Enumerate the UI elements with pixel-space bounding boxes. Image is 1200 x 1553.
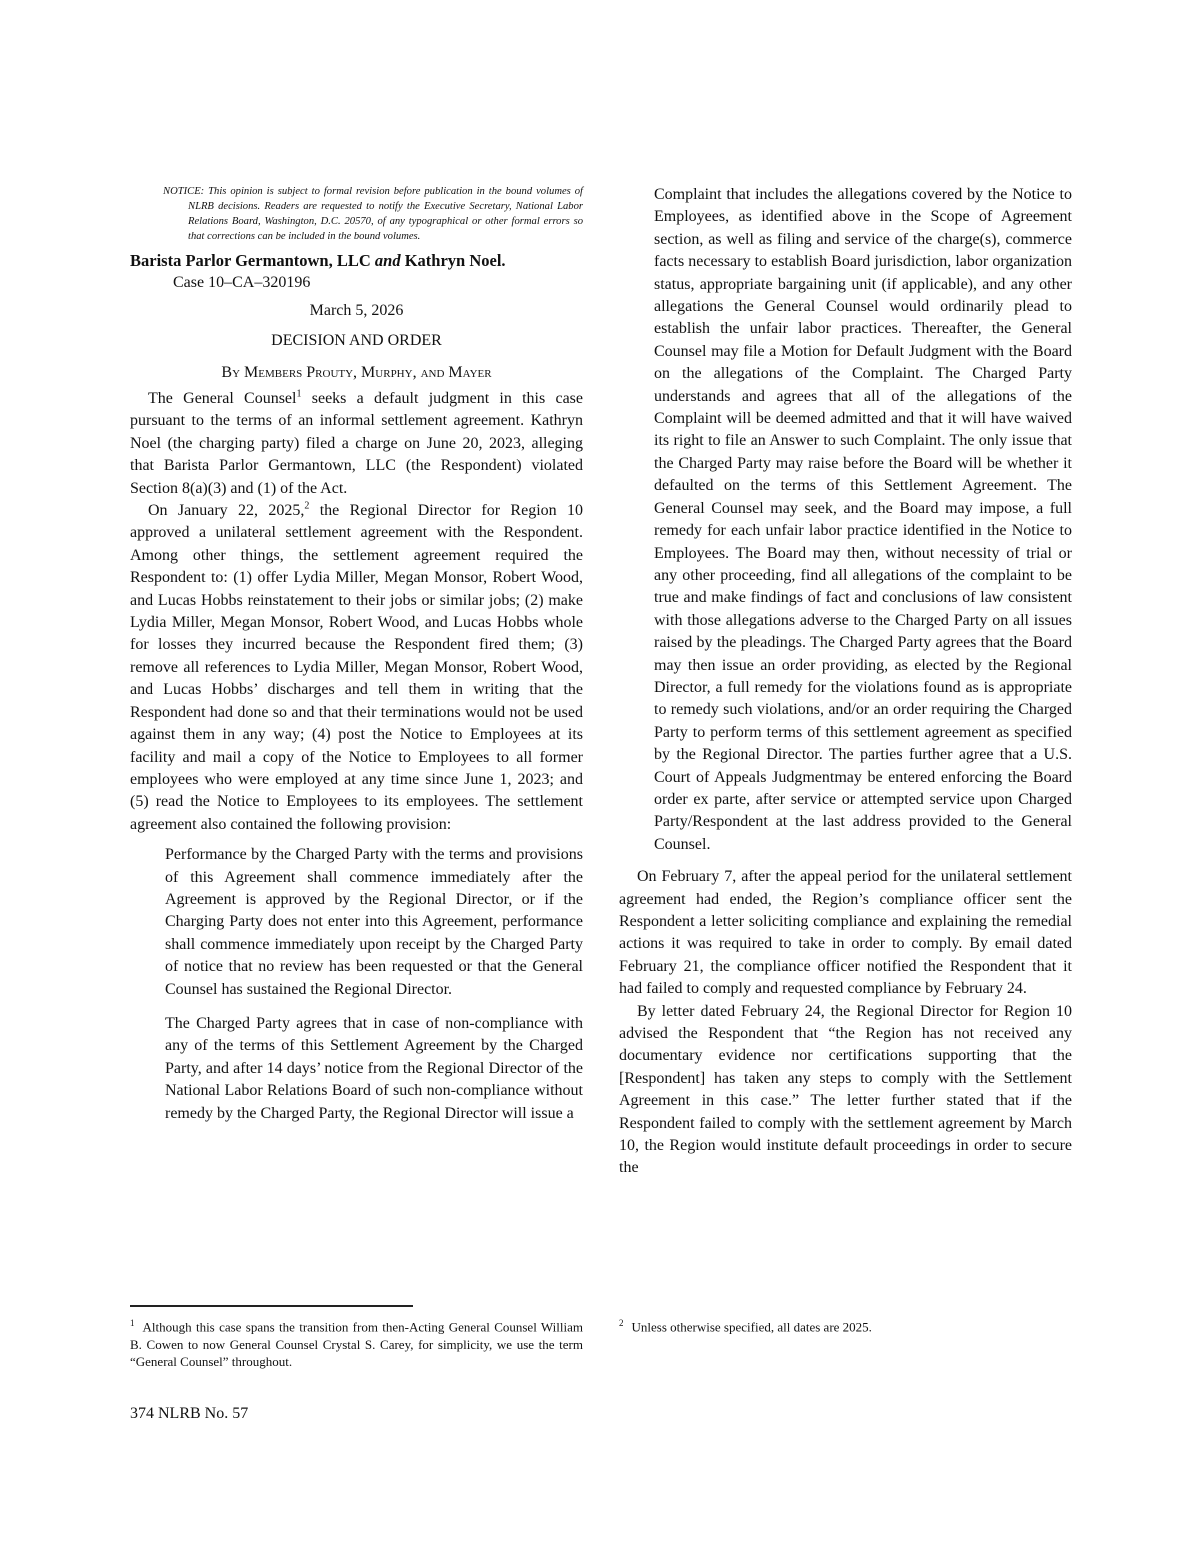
paragraph-1 [130, 388, 583, 500]
caption-party: Kathryn Noel. [404, 251, 506, 270]
caption-and: and [374, 251, 401, 270]
paragraph-4: By letter dated February 24, the Regional Director for Region 10 advised the Respondent that “the Region has not received any documentary evidence nor certifications supporting that the [Respondent] has taken any steps to comply with the Settlement Agreement in this case.” The letter further stated that if the Respondent failed to comply with the settlement agreement by March 10, the Region would institute default proceedings in order to secure the [619, 1002, 1072, 1177]
case-number: Case 10–CA–320196 [173, 274, 311, 291]
page-number: 374 NLRB No. 57 [130, 1405, 249, 1422]
paragraph-3: On February 7, after the appeal period for the unilateral settlement agreement had ended, the Region’s compliance officer sent the Respondent a letter soliciting compliance and explaining the remedial actions it was required to take in order to comply. By email dated February 21, the compliance officer notified the Respondent that it had failed to comply and requested compliance by February 24. [619, 868, 1072, 998]
footnote-1-text: Although this case spans the transition from then-Acting General Counsel William B. Cowen to now General Counsel Crystal S. Carey, for simplicity, we use the term “General Counsel” throughout. [130, 1319, 583, 1370]
quote-noncompliance: The Charged Party agrees that in case of non-compliance with any of the terms of this Settlement Agreement by the Charged Party, and after 14 days’ notice from the Regional Director of the National Labor Relations Board of such non-compliance without remedy by the Charged Party, the Regional Director will issue a [165, 1014, 583, 1122]
decision-date: March 5, 2026 [309, 302, 404, 319]
footnote-ref-2[interactable]: 2 [304, 500, 310, 512]
decision-heading: DECISION AND ORDER [271, 332, 442, 349]
notice: NOTICE: This opinion is subject to formal revision before publication in the bound volumes of NLRB decisions. Readers are requested to notify the Executive Secretary, National Labor Relations Board, Washington, D.C. 20570, of any typographical or other formal errors so that corrections can be included in the bound volumes. [163, 186, 583, 242]
quote-noncompliance-continued: Complaint that includes the allegations covered by the Notice to Employees, as identified above in the Scope of Agreement section, as well as filing and service of the charge(s), commerce facts necessary to establish Board jurisdiction, labor organization status, appropriate bargaining unit (if applicable), and any other allegations the General Counsel would ordinarily plead to establish the unfair labor practices. Thereafter, the General Counsel may file a Motion for Default Judgment with the Board on the allegations of the Complaint. The Charged Party understands and agrees that all of the allegations of the Complaint will be deemed admitted and that it will have waived its right to file an Answer to such Complaint. The only issue that the Charged Party may raise before the Board will be whether it defaulted on the terms of this Settlement Agreement. The General Counsel may seek, and the Board may impose, a full remedy for each unfair labor practice identified in the Notice to Employees. The Board may then, without necessity of trial or any other proceeding, find all allegations of the complaint to be true and make findings of fact and conclusions of law consistent with those allegations adverse to the Charged Party on all issues raised by the pleadings. The Charged Party agrees that the Board may then issue an order providing, as elected by the Regional Director, a full remedy for the violations found as is appropriate to remedy such violations, and/or an order requiring the Charged Party to perform terms of this settlement agreement as specified by the Regional Director. The parties further agree that a U.S. Court of Appeals Judgmentmay be entered enforcing the Board order ex parte, after service or attempted service upon Charged Party/Respondent at the last address provided to the General Counsel. [654, 186, 1072, 853]
case-caption [130, 250, 583, 272]
paragraph-1-lead: The General Counsel [148, 390, 297, 407]
footnote-ref-1[interactable]: 1 [296, 388, 302, 400]
footnote-1-mark: 1 [130, 1318, 135, 1328]
paragraph-2-text: the Regional Director for Region 10 approved a unilateral settlement agreement with the Respondent. Among other things, the settlement agreement required the Respondent to: (1) offer Lydia Miller, Megan Monsor, Robert Wood, and Lucas Hobbs reinstatement to their jobs or similar jobs; (2) make Lydia Miller, Megan Monsor, Robert Wood, and Lucas Hobbs whole for losses they incurred because the Respondent fired them; (3) remove all references to Lydia Miller, Megan Monsor, Robert Wood, and Lucas Hobbs’ discharges and tell them in writing that the Respondent had done so and that their terminations would not be used against them in any way; (4) post the Notice to Employees at its facility and mail a copy of the Notice to Employees to all former employees who were employed at any time since June 1, 2023; and (5) read the Notice to Employees to its employees. The settlement agreement also contained the following provision: [130, 502, 583, 833]
right-column [619, 184, 1072, 1180]
members-line [130, 362, 583, 384]
footnote-2-mark: 2 [619, 1318, 624, 1328]
left-column [130, 184, 583, 1125]
footnote-2 [619, 1315, 1072, 1336]
paragraph-1-text: seeks a default judgment in this case pursuant to the terms of an informal settlement agreement. Kathryn Noel (the charging party) filed a charge on June 20, 2023, alleging that Barista Parlor Germantown, LLC (the Respondent) violated Section 8(a)(3) and (1) of the Act. [130, 390, 584, 497]
paragraph-2 [130, 500, 583, 836]
quote-performance: Performance by the Charged Party with the terms and provisions of this Agreement shall commence immediately after the Agreement is approved by the Regional Director, or if the Charging Party does not enter into this Agreement, performance shall commence immediately upon receipt by the Charged Party of notice that no review has been requested or that the General Counsel has sustained the Regional Director. [165, 846, 583, 998]
members-text: By Members Prouty, Murphy, and Mayer [221, 364, 492, 381]
caption-respondent: Barista Parlor Germantown, LLC [130, 251, 371, 270]
footnote-1 [130, 1315, 583, 1371]
footnote-2-text: Unless otherwise specified, all dates are 2025. [631, 1319, 872, 1335]
paragraph-2-lead: On January 22, 2025, [148, 502, 305, 520]
footnote-divider [130, 1305, 413, 1307]
